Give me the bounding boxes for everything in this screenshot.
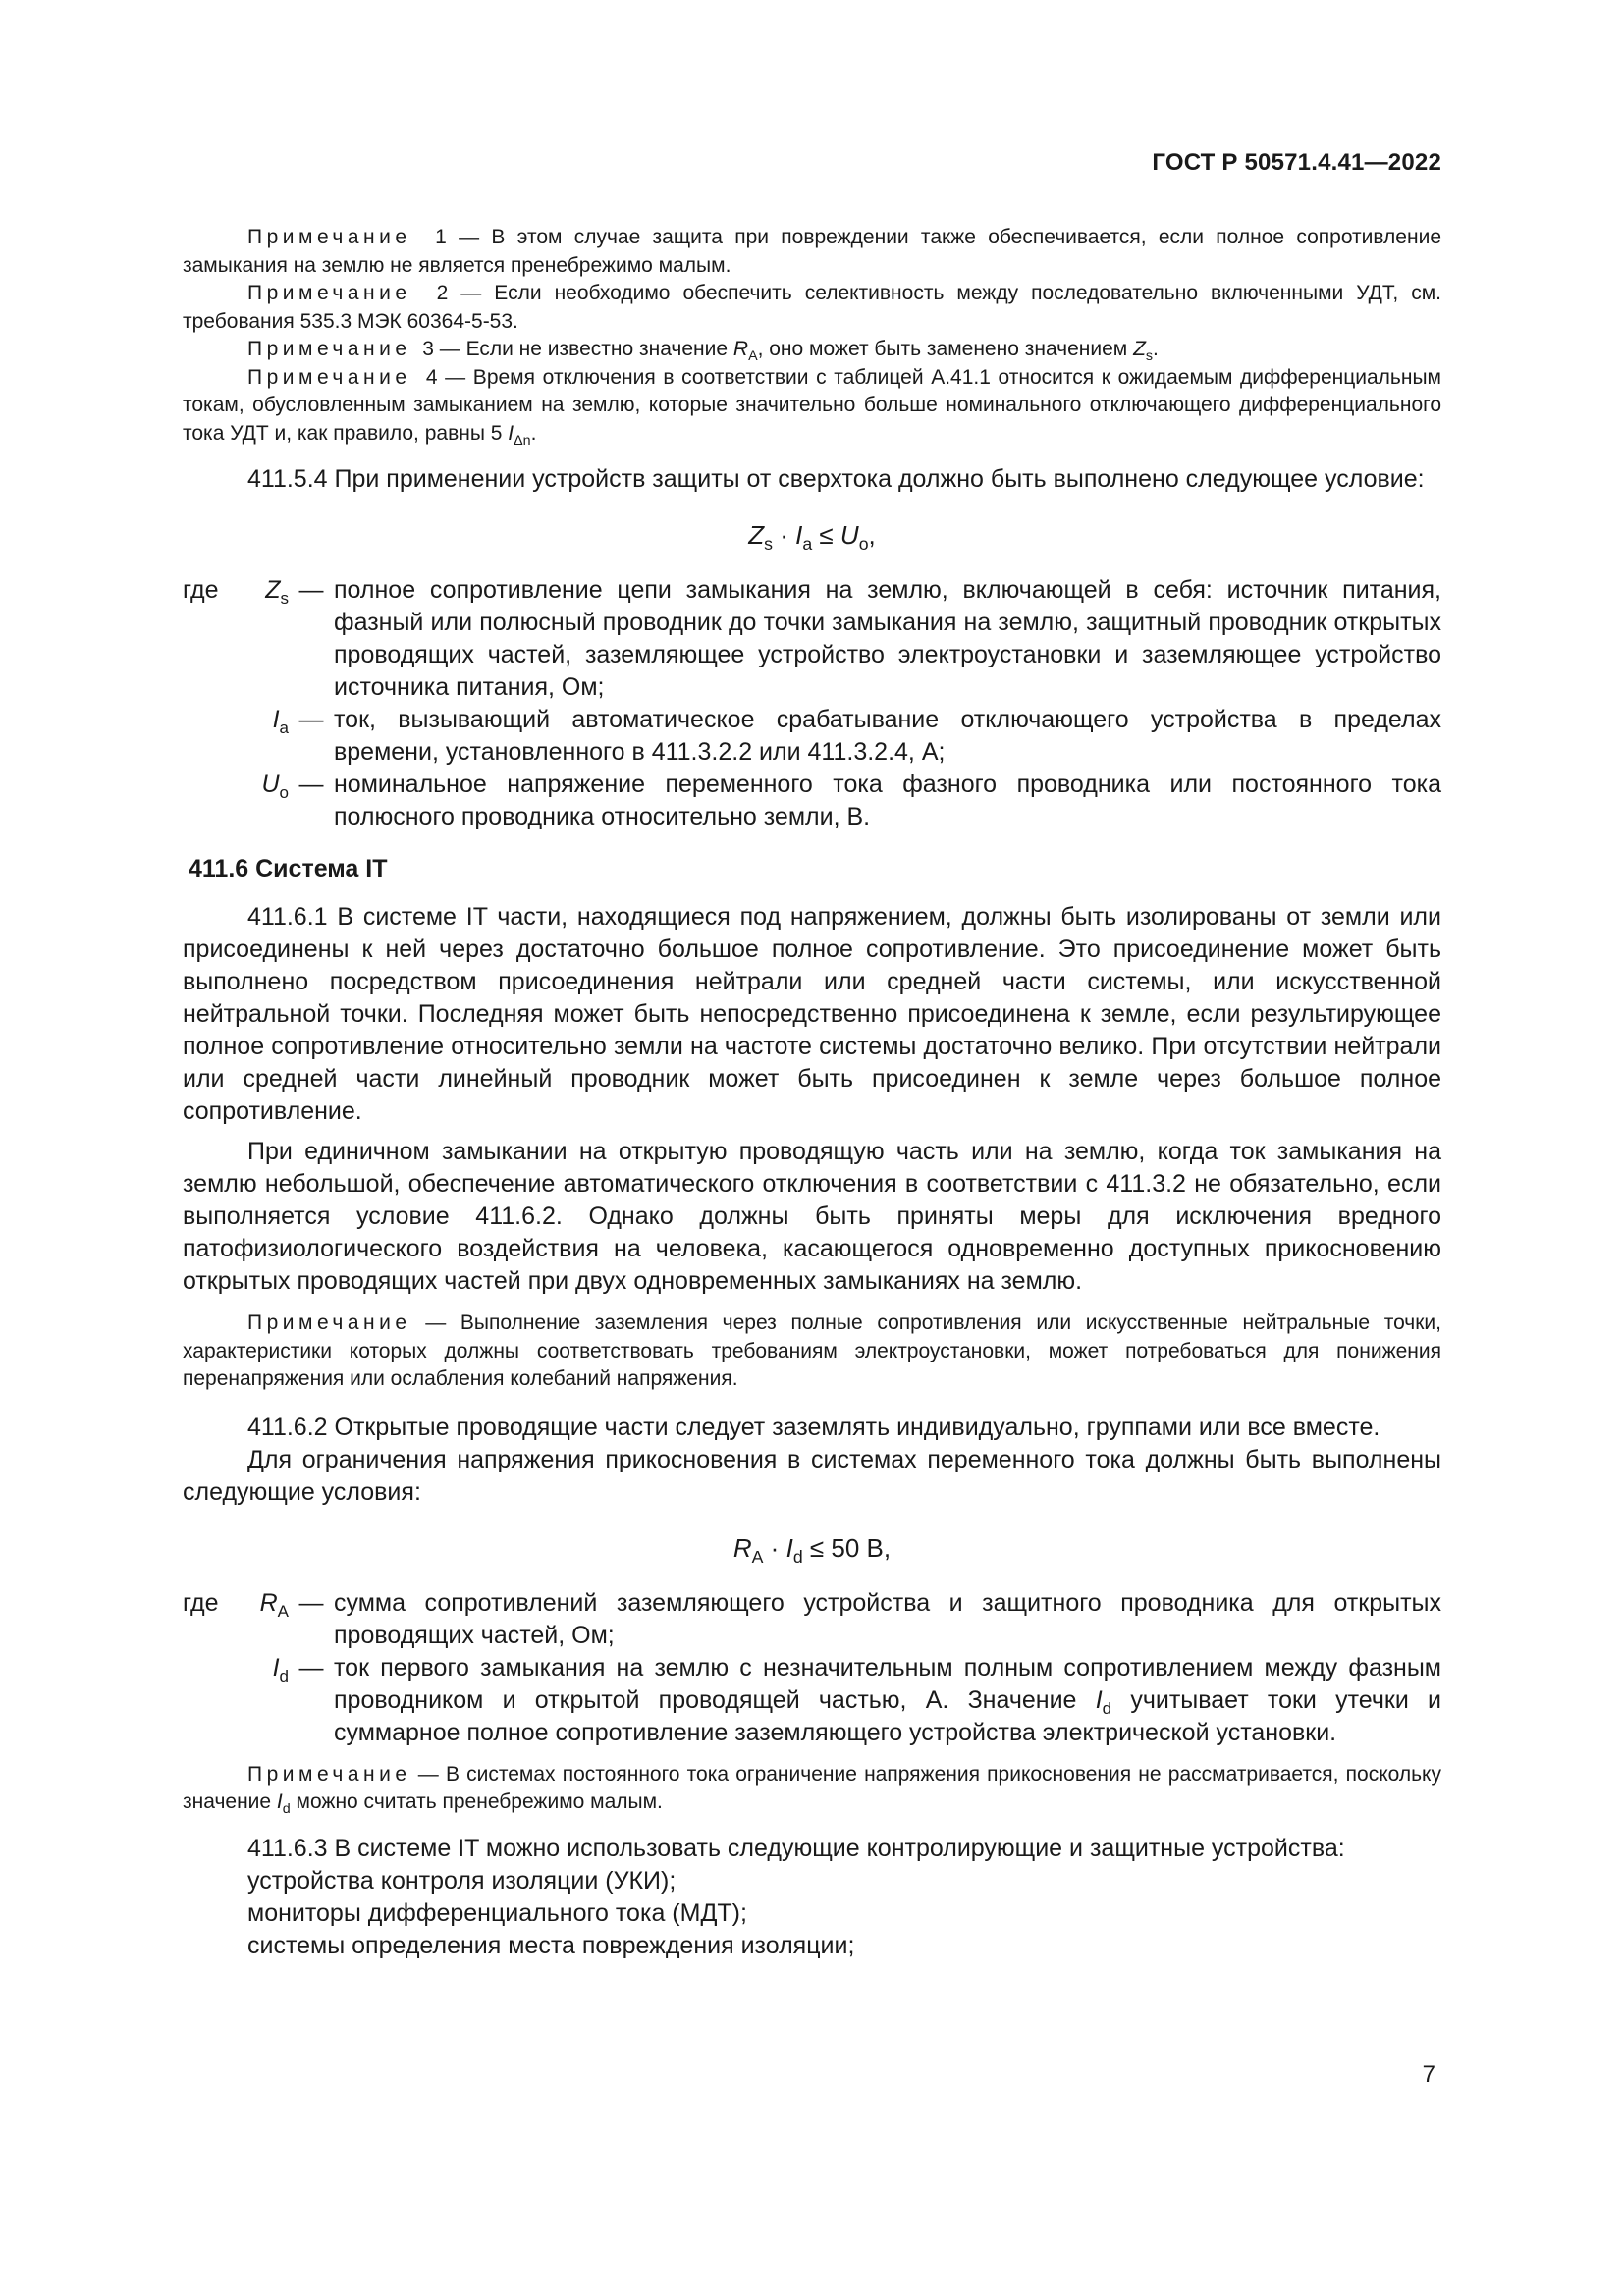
where-label: где <box>183 1588 219 1617</box>
definition-id: $I_d$ — ток первого замыкания на землю с незначительным полным сопротивлением между фазным проводником и открытой проводящей частью, А. Значение $I_d$ учитывает токи утечки и суммарное полное сопротивление заземляющего устройства электрической установки. <box>183 1652 1441 1749</box>
formula-zs-ia-uo: $Z_s \cdot I_a \le U_o$, <box>748 520 876 555</box>
symbol-uo: $U_o$ <box>261 771 289 802</box>
para-411-5-4: 411.5.4 При применении устройств защиты от сверхтока должно быть выполнено следующее условие: <box>247 465 1425 493</box>
page-number: 7 <box>1422 2061 1435 2088</box>
para-411-6-1: 411.6.1 В системе IT части, находящиеся под напряжением, должны быть изолированы от земли или присоединены к ней через достаточно большое полное сопротивление. Это присоединение может быть выполнено посредством присоединения нейтрали или средней части системы, или искусственной нейтральной точки. Последняя может быть непосредственно присоединена к земле, если результирующее полное сопротивление относительно земли на частоте системы достаточно велико. При отсутствии нейтрали или средней части линейный проводник может быть присоединен к земле через большое полное сопротивление. <box>183 903 1441 1125</box>
list-item: устройства контроля изоляции (УКИ); <box>247 1866 677 1895</box>
note-3: Примечание 3 — Если не известно значение $R_A$, оно может быть заменено значением $Z_s$. <box>247 338 1159 365</box>
definition-zs: где $Z_s$ — полное сопротивление цепи замыкания на землю, включающей в себя: источник питания, фазный или полюсный проводник до точки замыкания на землю, защитный проводник открытых проводящих частей, заземляющее устройство электроустановки и заземляющее устройство источника питания, Ом; <box>183 574 1441 704</box>
definitions-411-5-4 <box>183 574 1441 833</box>
formula-ra-id: $R_A \cdot I_d \le 50$ В, <box>732 1532 892 1567</box>
para-411-6-2: 411.6.2 Открытые проводящие части следует заземлять индивидуально, группами или все вместе. <box>247 1413 1380 1441</box>
definition-ia: $I_a$ — ток, вызывающий автоматическое срабатывание отключающего устройства в пределах времени, установленного в 411.3.2.2 или 411.3.2.4, А; <box>183 704 1441 769</box>
list-item: системы определения места повреждения изоляции; <box>247 1931 855 1959</box>
symbol-ia: $I_a$ <box>272 706 289 737</box>
para-411-6-3: 411.6.3 В системе IT можно использовать следующие контролирующие и защитные устройства: <box>247 1834 1345 1862</box>
note-2: Примечание 2 — Если необходимо обеспечить селективность между последовательно включенными УДТ, см. требования 535.3 МЭК 60364-5-53. <box>183 282 1441 333</box>
note-411-6-2: Примечание — В системах постоянного тока ограничение напряжения прикосновения не рассматривается, поскольку значение $I_d$ можно считать пренебрежимо малым. <box>183 1762 1441 1818</box>
note-411-6-1: Примечание — Выполнение заземления через полные сопротивления или искусственные нейтральные точки, характеристики которых должны соответствовать требованиям электроустановки, может потребоваться для понижения перенапряжения или ослабления колебаний напряжения. <box>183 1311 1441 1390</box>
document-id-header: ГОСТ Р 50571.4.41—2022 <box>1152 149 1441 176</box>
note-4: Примечание 4 — Время отключения в соответствии с таблицей А.41.1 относится к ожидаемым дифференциальным токам, обусловленным замыканием на землю, которые значительно больше номинального отключающего дифференциального тока УДТ и, как правило, равны 5 $I_{\Delta n}$. <box>183 365 1441 449</box>
section-heading-411-6: 411.6 Система IT <box>189 855 388 882</box>
definition-uo: $U_o$ — номинальное напряжение переменного тока фазного проводника или постоянного тока полюсного проводника относительно земли, В. <box>183 769 1441 833</box>
symbol-ra: $R_A$ <box>259 1588 289 1621</box>
para-touch-voltage: Для ограничения напряжения прикосновения в системах переменного тока должны быть выполнены следующие условия: <box>183 1445 1441 1506</box>
definition-ra: где $R_A$ — сумма сопротивлений заземляющего устройства и защитного проводника для открытых проводящих частей, Ом; <box>183 1587 1441 1652</box>
para-single-fault: При единичном замыкании на открытую проводящую часть или на землю, когда ток замыкания на землю небольшой, обеспечение автоматического отключения в соответствии с 411.3.2 не обязательно, если выполняется условие 411.6.2. Однако должны быть приняты меры для исключения вредного патофизиологического воздействия на человека, касающегося одновременно доступных прикосновению открытых проводящих частей при двух одновременных замыканиях на землю. <box>183 1138 1441 1295</box>
symbol-zs: $Z_s$ <box>265 576 289 608</box>
note-1: Примечание 1 — В этом случае защита при повреждении также обеспечивается, если полное сопротивление замыкания на землю не является пренебрежимо малым. <box>183 226 1441 277</box>
list-item: мониторы дифференциального тока (МДТ); <box>247 1898 747 1927</box>
page-content <box>183 224 1441 1962</box>
where-label: где <box>183 576 219 604</box>
definitions-411-6-2 <box>183 1587 1441 1749</box>
symbol-id: $I_d$ <box>272 1653 289 1685</box>
